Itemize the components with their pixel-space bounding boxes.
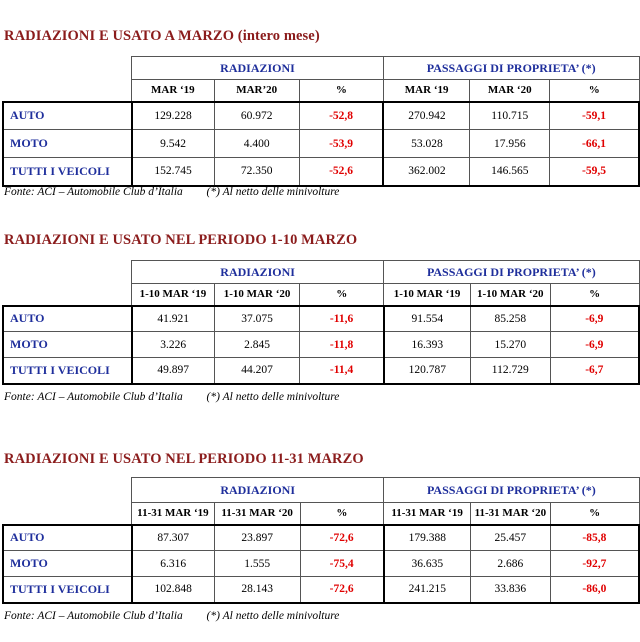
- value-cell: 91.554: [384, 306, 471, 332]
- col-header: MAR ‘20: [470, 80, 550, 102]
- percent-cell: -59,1: [550, 102, 639, 130]
- value-cell: 87.307: [132, 525, 215, 551]
- col-header: 11-31 MAR ‘20: [470, 503, 550, 525]
- source-note: [4, 391, 339, 403]
- col-header: %: [300, 284, 384, 306]
- value-cell: 2.686: [470, 551, 550, 577]
- footnote-text: (*) Al netto delle minivolture: [206, 610, 340, 622]
- table-row: [3, 306, 639, 332]
- value-cell: 36.635: [384, 551, 471, 577]
- value-cell: 28.143: [214, 577, 300, 603]
- percent-cell: -92,7: [550, 551, 639, 577]
- table-row: [3, 525, 639, 551]
- value-cell: 112.729: [470, 358, 550, 384]
- value-cell: 152.745: [132, 158, 214, 186]
- data-table: [2, 56, 640, 187]
- table-row: [3, 158, 639, 186]
- col-header: 1-10 MAR ‘20: [214, 284, 300, 306]
- col-header: 11-31 MAR ‘19: [132, 503, 215, 525]
- value-cell: 72.350: [214, 158, 299, 186]
- col-header: 1-10 MAR ‘19: [132, 284, 215, 306]
- value-cell: 49.897: [132, 358, 215, 384]
- corner-cell: [3, 503, 132, 525]
- percent-cell: -52,8: [299, 102, 383, 130]
- group-header-radiazioni: RADIAZIONI: [132, 261, 384, 284]
- value-cell: 37.075: [214, 306, 300, 332]
- col-header: 1-10 MAR ‘19: [384, 284, 471, 306]
- value-cell: 33.836: [470, 577, 550, 603]
- col-header: 11-31 MAR ‘20: [214, 503, 300, 525]
- col-header: %: [550, 284, 639, 306]
- section-title: RADIAZIONI E USATO NEL PERIODO 1-10 MARZO: [4, 232, 358, 248]
- group-header-passaggi: PASSAGGI DI PROPRIETA’ (*): [384, 478, 639, 503]
- row-label: TUTTI I VEICOLI: [3, 577, 132, 603]
- percent-cell: -85,8: [550, 525, 639, 551]
- percent-cell: -53,9: [299, 130, 383, 158]
- percent-cell: -11,8: [300, 332, 384, 358]
- value-cell: 9.542: [132, 130, 214, 158]
- percent-cell: -72,6: [300, 577, 384, 603]
- section-title: RADIAZIONI E USATO NEL PERIODO 11-31 MARZO: [4, 451, 364, 467]
- percent-cell: -59,5: [550, 158, 639, 186]
- source-text: Fonte: ACI – Automobile Club d’Italia: [4, 186, 183, 198]
- value-cell: 17.956: [470, 130, 550, 158]
- corner-cell: [3, 57, 132, 80]
- data-table: [2, 477, 640, 604]
- col-header: 1-10 MAR ‘20: [470, 284, 550, 306]
- value-cell: 85.258: [470, 306, 550, 332]
- table-row: [3, 551, 639, 577]
- value-cell: 2.845: [214, 332, 300, 358]
- corner-cell: [3, 284, 132, 306]
- source-text: Fonte: ACI – Automobile Club d’Italia: [4, 391, 183, 403]
- value-cell: 15.270: [470, 332, 550, 358]
- value-cell: 44.207: [214, 358, 300, 384]
- col-header: MAR ‘19: [132, 80, 214, 102]
- percent-cell: -75,4: [300, 551, 384, 577]
- footnote-text: (*) Al netto delle minivolture: [206, 186, 340, 198]
- source-note: [4, 610, 339, 622]
- percent-cell: -11,4: [300, 358, 384, 384]
- row-label: AUTO: [3, 525, 132, 551]
- value-cell: 1.555: [214, 551, 300, 577]
- value-cell: 23.897: [214, 525, 300, 551]
- value-cell: 129.228: [132, 102, 214, 130]
- percent-cell: -72,6: [300, 525, 384, 551]
- source-note: [4, 186, 339, 198]
- group-header-passaggi: PASSAGGI DI PROPRIETA’ (*): [383, 57, 639, 80]
- value-cell: 6.316: [132, 551, 215, 577]
- value-cell: 179.388: [384, 525, 471, 551]
- row-label: AUTO: [3, 102, 132, 130]
- row-label: MOTO: [3, 551, 132, 577]
- col-header: %: [550, 503, 639, 525]
- row-label: AUTO: [3, 306, 132, 332]
- percent-cell: -11,6: [300, 306, 384, 332]
- value-cell: 60.972: [214, 102, 299, 130]
- col-header: %: [300, 503, 384, 525]
- col-header: MAR’20: [214, 80, 299, 102]
- percent-cell: -66,1: [550, 130, 639, 158]
- value-cell: 41.921: [132, 306, 215, 332]
- corner-cell: [3, 478, 132, 503]
- col-header: %: [550, 80, 639, 102]
- col-header: MAR ‘19: [383, 80, 470, 102]
- value-cell: 16.393: [384, 332, 471, 358]
- table-row: [3, 332, 639, 358]
- value-cell: 270.942: [383, 102, 470, 130]
- source-text: Fonte: ACI – Automobile Club d’Italia: [4, 610, 183, 622]
- section-title: RADIAZIONI E USATO A MARZO (intero mese): [4, 28, 320, 44]
- row-label: MOTO: [3, 332, 132, 358]
- value-cell: 362.002: [383, 158, 470, 186]
- percent-cell: -52,6: [299, 158, 383, 186]
- percent-cell: -6,9: [550, 332, 639, 358]
- row-label: TUTTI I VEICOLI: [3, 358, 132, 384]
- value-cell: 53.028: [383, 130, 470, 158]
- percent-cell: -6,9: [550, 306, 639, 332]
- corner-cell: [3, 261, 132, 284]
- group-header-radiazioni: RADIAZIONI: [132, 478, 384, 503]
- value-cell: 3.226: [132, 332, 215, 358]
- table-row: [3, 102, 639, 130]
- col-header: %: [299, 80, 383, 102]
- footnote-text: (*) Al netto delle minivolture: [206, 391, 340, 403]
- row-label: TUTTI I VEICOLI: [3, 158, 132, 186]
- group-header-radiazioni: RADIAZIONI: [132, 57, 384, 80]
- value-cell: 4.400: [214, 130, 299, 158]
- corner-cell: [3, 80, 132, 102]
- value-cell: 241.215: [384, 577, 471, 603]
- percent-cell: -6,7: [550, 358, 639, 384]
- percent-cell: -86,0: [550, 577, 639, 603]
- value-cell: 102.848: [132, 577, 215, 603]
- value-cell: 25.457: [470, 525, 550, 551]
- col-header: 11-31 MAR ‘19: [384, 503, 471, 525]
- value-cell: 110.715: [470, 102, 550, 130]
- row-label: MOTO: [3, 130, 132, 158]
- table-row: [3, 130, 639, 158]
- value-cell: 146.565: [470, 158, 550, 186]
- table-row: [3, 577, 639, 603]
- value-cell: 120.787: [384, 358, 471, 384]
- group-header-passaggi: PASSAGGI DI PROPRIETA’ (*): [384, 261, 639, 284]
- data-table: [2, 260, 640, 385]
- table-row: [3, 358, 639, 384]
